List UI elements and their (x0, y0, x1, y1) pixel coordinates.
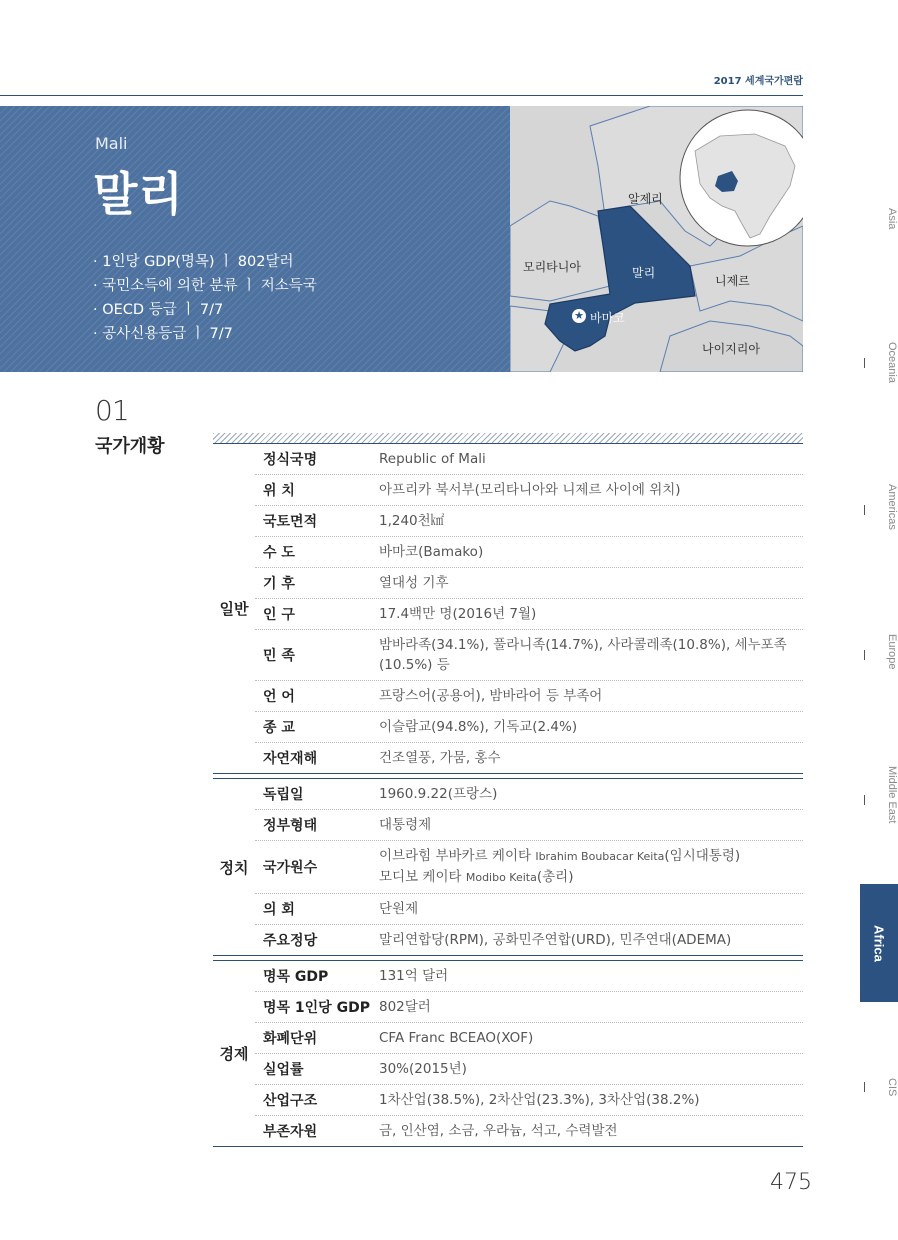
table-row (255, 537, 803, 568)
row-key: 기 후 (263, 576, 295, 592)
row-value: 금, 인산염, 소금, 우라늄, 석고, 수력발전 (379, 1123, 618, 1139)
row-key: 정부형태 (263, 818, 318, 834)
table-row (255, 894, 803, 925)
row-key: 언 어 (263, 689, 295, 705)
side-nav-africa[interactable]: Africa (860, 884, 898, 1002)
row-key: 의 회 (263, 902, 295, 918)
side-nav-asia[interactable]: Asia (886, 208, 898, 230)
table-row (255, 506, 803, 537)
row-value: 아프리카 북서부(모리타니아와 니제르 사이에 위치) (379, 482, 681, 498)
row-value: CFA Franc BCEAO(XOF) (379, 1030, 534, 1046)
map-label-niger: 니제르 (715, 274, 750, 288)
row-value: 말리연합당(RPM), 공화민주연합(URD), 민주연대(ADEMA) (379, 932, 732, 948)
side-nav (860, 0, 898, 1240)
row-value: 30%(2015년) (379, 1061, 467, 1077)
row-key: 민 족 (263, 648, 295, 664)
row-value: 1,240천㎢ (379, 513, 445, 529)
map-label-algeria: 알제리 (628, 192, 663, 206)
group-category: 정치 (219, 858, 249, 877)
table-row (255, 599, 803, 630)
side-nav-middle-east[interactable]: Middle East (886, 766, 898, 824)
fact-oecd-grade: · OECD 등급 ㅣ 7/7 (93, 302, 224, 318)
table-row (255, 1023, 803, 1054)
country-map (510, 106, 803, 372)
map-label-mauritania: 모리타니아 (523, 260, 581, 274)
row-key: 인 구 (263, 607, 295, 623)
table-row (255, 681, 803, 712)
prime-minister-ko: 모디보 케이타 (379, 869, 466, 885)
map-label-nigeria: 나이지리아 (702, 342, 760, 356)
side-nav-europe[interactable]: Europe (886, 634, 898, 670)
map-graphic (510, 106, 803, 372)
table-row (255, 1085, 803, 1116)
page-number: 475 (770, 1170, 812, 1195)
table-row (255, 743, 803, 773)
group-rule (213, 1146, 803, 1147)
table-row (255, 1054, 803, 1085)
row-value: 프랑스어(공용어), 밤바라어 등 부족어 (379, 688, 603, 704)
row-value: 1차산업(38.5%), 2차산업(23.3%), 3차산업(38.2%) (379, 1092, 700, 1108)
table-row (255, 841, 803, 894)
overview-table (213, 433, 803, 1147)
table-row (255, 444, 803, 475)
country-name-ko: 말리 (93, 167, 184, 221)
row-key: 실업률 (263, 1062, 304, 1078)
table-row (255, 992, 803, 1023)
group-politics (213, 779, 803, 955)
group-general (213, 444, 803, 773)
table-row (255, 1116, 803, 1146)
fact-credit-grade: · 공사신용등급 ㅣ 7/7 (93, 326, 233, 342)
row-value: Republic of Mali (379, 451, 486, 467)
prime-minister-en: Modibo Keita (465, 871, 537, 884)
section-title: 국가개황 (95, 436, 165, 457)
row-key: 위 치 (263, 483, 295, 499)
row-key: 종 교 (263, 720, 295, 736)
fact-gdp: · 1인당 GDP(명목) ㅣ 802달러 (93, 254, 294, 270)
top-rule (0, 95, 803, 96)
row-key: 주요정당 (263, 933, 318, 949)
head-of-state-role: (임시대통령) (664, 848, 741, 864)
row-key: 부존자원 (263, 1124, 318, 1140)
key-facts (93, 250, 317, 346)
row-key: 수 도 (263, 545, 295, 561)
row-value: 밤바라족(34.1%), 풀라니족(14.7%), 사라콜레족(10.8%), 세누포족(10.5%) 등 (379, 637, 787, 673)
side-nav-americas[interactable]: Americas (886, 484, 898, 530)
section-number: 01 (95, 394, 129, 427)
map-capital-star-icon: ★ (572, 309, 586, 323)
group-category: 경제 (219, 1045, 249, 1063)
row-value: 802달러 (379, 999, 431, 1015)
table-row (255, 475, 803, 506)
map-label-bamako: 바마코 (590, 311, 625, 325)
row-value: 1960.9.22(프랑스) (379, 786, 498, 802)
map-label-mali: 말리 (632, 266, 656, 280)
row-value: 열대성 기후 (379, 575, 449, 591)
row-value: 바마코(Bamako) (379, 544, 484, 560)
table-row (255, 630, 803, 681)
row-value: 17.4백만 명(2016년 7월) (379, 606, 537, 622)
row-key: 산업구조 (263, 1093, 318, 1109)
row-key: 독립일 (263, 787, 304, 803)
side-nav-cis[interactable]: CIS (886, 1078, 898, 1097)
table-row (255, 925, 803, 955)
side-nav-oceania[interactable]: Oceania (886, 342, 898, 383)
head-of-state-en: Ibrahim Boubacar Keita (535, 850, 665, 863)
row-key: 국토면적 (263, 514, 318, 530)
row-value: 건조열풍, 가뭄, 홍수 (379, 750, 501, 766)
row-value: 이슬람교(94.8%), 기독교(2.4%) (379, 719, 578, 735)
country-name-en: Mali (95, 134, 128, 153)
row-key: 명목 1인당 GDP (263, 1000, 370, 1016)
table-row (255, 810, 803, 841)
table-row (255, 779, 803, 810)
group-category: 일반 (219, 600, 249, 618)
publication-title: 2017 세계국가편람 (713, 76, 803, 87)
row-value (379, 841, 803, 893)
row-value: 대통령제 (379, 817, 432, 833)
row-value: 131억 달러 (379, 968, 449, 984)
group-economy (213, 961, 803, 1146)
hatch-rule (213, 433, 803, 443)
row-value: 단원제 (379, 901, 419, 917)
row-key: 명목 GDP (263, 969, 329, 985)
fact-income-class: · 국민소득에 의한 분류 ㅣ 저소득국 (93, 278, 317, 294)
table-row (255, 712, 803, 743)
head-of-state-ko: 이브라힘 부바카르 케이타 (379, 848, 536, 864)
prime-minister-role: (총리) (536, 869, 574, 885)
row-key: 국가원수 (263, 860, 318, 876)
row-key: 정식국명 (263, 452, 318, 468)
table-row (255, 568, 803, 599)
row-key: 화폐단위 (263, 1031, 318, 1047)
row-key: 자연재해 (263, 751, 318, 767)
country-banner (0, 106, 510, 372)
table-row (255, 961, 803, 992)
